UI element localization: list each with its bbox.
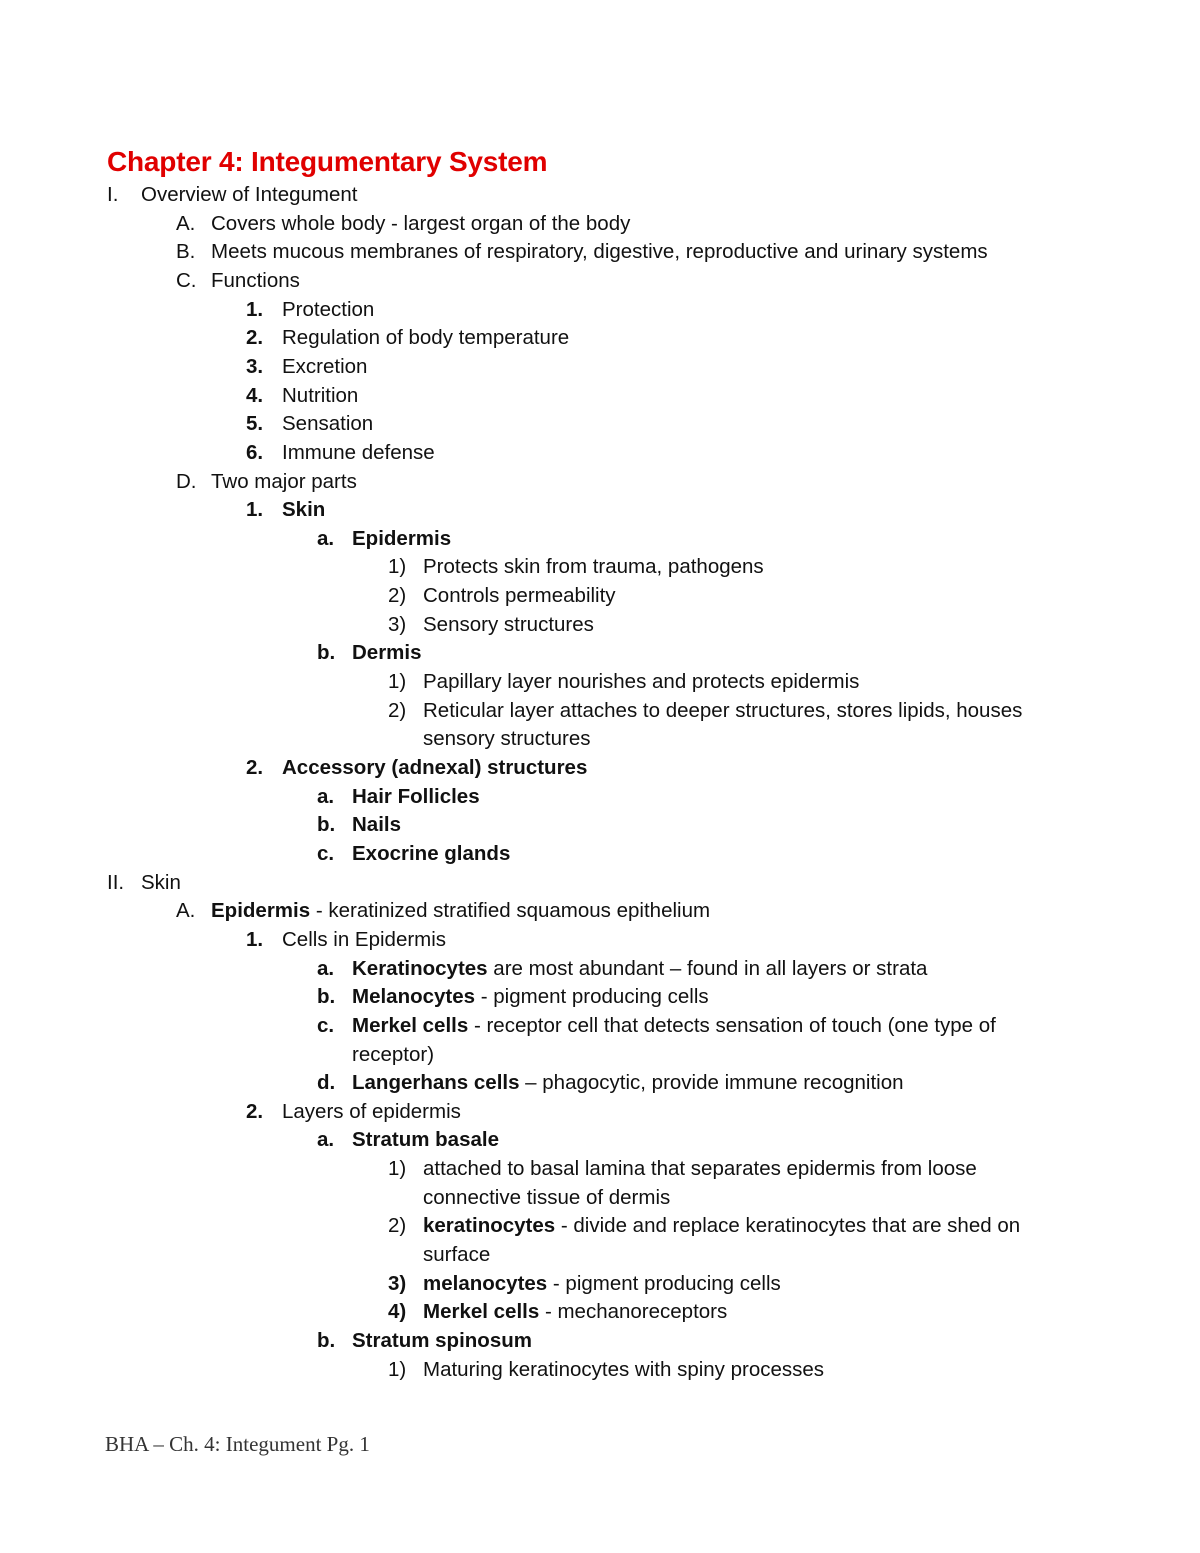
outline-marker: A. [176,211,196,235]
outline-description: are most abundant – found in all layers or strata [487,956,928,980]
outline-marker: b. [317,985,336,1009]
outline-text [141,871,181,895]
outline-description: - keratinized stratified squamous epithelium [310,899,711,923]
outline-text [423,1358,824,1382]
outline-description: Maturing keratinocytes with spiny processes [423,1357,825,1381]
outline-term: Langerhans cells [352,1071,520,1095]
outline-marker: C. [176,268,197,292]
outline-text [352,957,927,981]
outline-term: Epidermis [352,526,452,550]
outline-description: Functions [211,268,300,292]
outline-marker: A. [176,899,196,923]
outline-description: Papillary layer nourishes and protects epidermis [423,670,860,694]
outline-text [141,183,358,207]
outline-text [423,555,764,579]
outline-text [211,470,357,494]
outline-text [352,1128,499,1152]
outline-term: melanocytes [423,1271,548,1295]
outline-text [352,813,401,837]
outline-text [423,1300,727,1324]
outline-marker: 4) [388,1300,407,1324]
outline-marker: 4. [246,383,264,407]
outline-text [352,785,480,809]
outline-text [352,842,510,866]
outline-text [282,355,367,379]
outline-text [423,1272,781,1296]
outline-text [211,212,630,236]
outline-text [282,326,569,350]
outline-marker: 1) [388,1357,407,1381]
outline-marker: D. [176,469,197,493]
outline-description: Covers whole body - largest organ of the body [211,211,631,235]
outline-marker: 2. [246,1099,264,1123]
outline-description: surface [423,1243,491,1267]
outline-description: - divide and replace keratinocytes that are shed on [555,1214,1021,1238]
outline-description: Protects skin from trauma, pathogens [423,555,764,579]
outline-term: Dermis [352,641,422,665]
outline-text [423,1214,1020,1238]
outline-marker: 5. [246,412,264,436]
outline-marker: 2. [246,326,264,350]
outline-term: keratinocytes [423,1214,556,1238]
outline-marker: 3. [246,354,264,378]
outline-marker: b. [317,1329,336,1352]
outline-description: Sensory structures [423,612,594,636]
outline-marker: 1) [388,555,407,579]
outline-description: – phagocytic, provide immune recognition [519,1071,904,1095]
outline-text [423,1243,490,1267]
outline-description: attached to basal lamina that separates epidermis from loose [423,1157,977,1181]
outline-marker: c. [317,841,335,865]
outline-text [352,641,422,665]
outline-marker: 2) [388,584,407,608]
outline-text [423,1186,670,1210]
outline-term: Melanocytes [352,985,476,1009]
outline-text [352,1329,532,1353]
outline-marker: c. [317,1013,335,1037]
outline-marker: a. [317,1128,335,1152]
outline-term: Epidermis [211,899,311,923]
outline-text [282,384,358,408]
outline-marker: 2. [246,756,264,779]
outline-term: Hair Follicles [352,784,480,808]
outline-description: Skin [141,870,181,894]
outline-marker: II. [107,870,125,894]
outline-description: - receptor cell that detects sensation of touch (one type of [468,1013,996,1037]
outline-description: receptor) [352,1042,435,1066]
page-footer: BHA – Ch. 4: Integument Pg. 1 [105,1432,370,1456]
outline-term: Merkel cells [423,1300,540,1324]
outline-term: Skin [282,498,326,522]
outline-marker: 1. [246,297,264,321]
outline-marker: I. [107,183,119,206]
outline-description: - pigment producing cells [547,1271,781,1295]
outline-text [211,240,988,264]
outline-description: Regulation of body temperature [282,326,570,350]
outline-text [211,269,300,293]
outline-marker: b. [317,641,336,665]
outline-text [282,298,374,322]
outline-marker: 2) [388,698,407,722]
outline-text [211,899,710,923]
outline-text [352,1071,904,1095]
outline-marker: 1. [246,927,264,951]
outline-marker: 6. [246,440,264,464]
outline-description: sensory structures [423,727,591,751]
outline-marker: a. [317,956,335,980]
outline-text [282,498,325,522]
outline-description: - mechanoreceptors [539,1300,728,1324]
page-title: Chapter 4: Integumentary System [107,146,548,177]
outline-text [282,412,373,436]
outline-term: Keratinocytes [352,956,488,980]
outline-description: Controls permeability [423,584,616,608]
outline-description: Layers of epidermis [282,1099,461,1123]
outline-term: Accessory (adnexal) structures [282,756,588,779]
outline-description: Immune defense [282,440,435,464]
outline-description: connective tissue of dermis [423,1185,671,1209]
outline-term: Nails [352,813,401,837]
outline-text [282,928,446,952]
outline-marker: b. [317,813,336,837]
outline-description: Two major parts [211,469,357,493]
outline-description: Cells in Epidermis [282,927,447,951]
outline-marker: d. [317,1071,336,1095]
outline-marker: B. [176,240,196,264]
outline-term: Merkel cells [352,1013,469,1037]
outline-text [423,670,859,694]
outline-marker: a. [317,526,335,550]
outline-text [423,727,590,751]
outline-marker: 2) [388,1214,407,1238]
outline-description: Sensation [282,412,374,436]
outline-text [423,1157,977,1181]
outline-description: Reticular layer attaches to deeper structures, stores lipids, houses [423,698,1023,722]
outline-text [352,1014,996,1038]
outline-description: Overview of Integument [141,183,358,206]
outline-text [352,527,451,551]
outline-term: Exocrine glands [352,841,511,865]
outline-text [352,985,709,1009]
outline-term: Stratum spinosum [352,1329,532,1352]
outline-description: Excretion [282,354,368,378]
outline-text [423,699,1022,723]
outline-marker: 3) [388,1271,407,1295]
outline-description: Meets mucous membranes of respiratory, digestive, reproductive and urinary systems [211,240,988,264]
outline-text [282,441,435,465]
outline-description: Protection [282,297,375,321]
outline-text [352,1043,434,1067]
outline-text [423,613,594,637]
outline-term: Stratum basale [352,1128,499,1152]
outline-description: Nutrition [282,383,359,407]
outline-text [282,756,587,780]
outline-text [282,1100,461,1124]
outline-marker: 1) [388,670,407,694]
outline-text [423,584,616,608]
outline-marker: 3) [388,612,407,636]
outline-marker: 1. [246,498,264,522]
outline-marker: 1) [388,1157,407,1181]
outline-marker: a. [317,784,335,808]
outline-description: - pigment producing cells [475,985,709,1009]
